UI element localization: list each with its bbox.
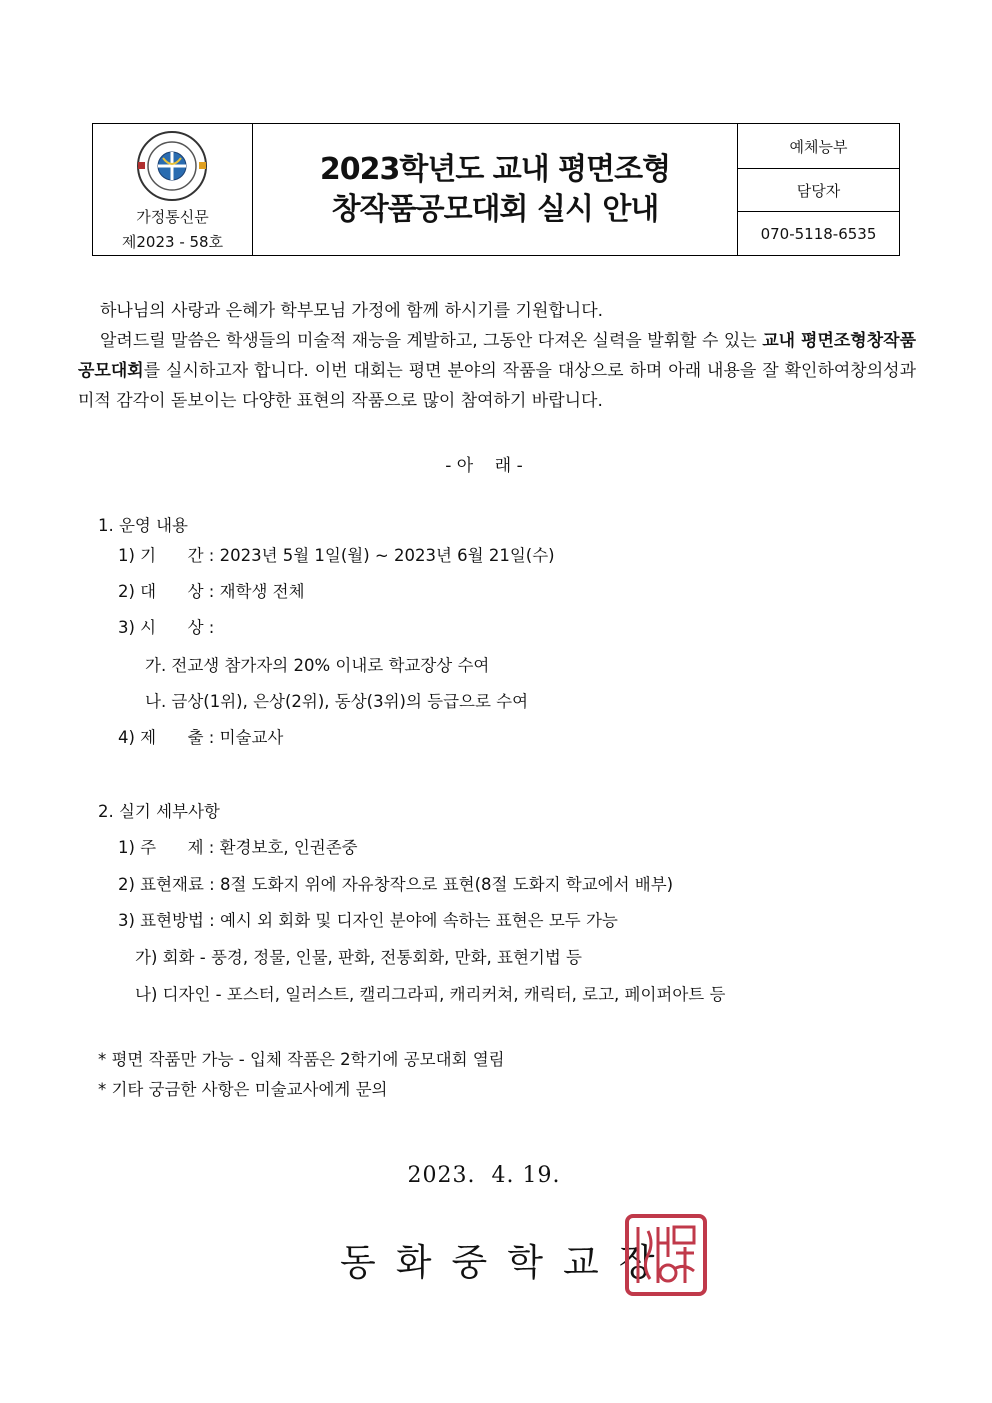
section1-heading: 1. 운영 내용 — [98, 516, 188, 535]
section2-subitem: 가) 회화 - 풍경, 정물, 인물, 판화, 전통회화, 만화, 표현기법 등 — [135, 948, 582, 967]
below-marker: - 아 래 - — [445, 456, 523, 476]
section2-item: 2) 표현재료 : 8절 도화지 위에 자유창작으로 표현(8절 도화지 학교에서 배부) — [118, 875, 674, 894]
issue-date: 2023. 4. 19. — [407, 1163, 561, 1188]
section1-item: 2) 대 상 : 재학생 전체 — [118, 582, 305, 601]
header-left-cell — [93, 124, 253, 255]
official-seal-icon — [624, 1213, 708, 1297]
header-table — [92, 123, 900, 256]
title-line-1: 2023학년도 교내 평면조형 — [319, 151, 671, 187]
section2-heading: 2. 실기 세부사항 — [98, 802, 220, 821]
intro-text-2: 를 실시하고자 합니다. 이번 대회는 평면 분야의 작품을 대상으로 하며 아래 내용을 잘 확인하여창의성과 미적 감각이 돋보이는 다양한 표현의 작품으로 많이 참여하기 바랍니다. — [78, 361, 916, 411]
section2-item: 3) 표현방법 : 예시 외 회화 및 디자인 분야에 속하는 표현은 모두 가능 — [118, 911, 618, 930]
intro-paragraph — [78, 326, 916, 416]
greeting-line: 하나님의 사랑과 은혜가 학부모님 가정에 함께 하시기를 기원합니다. — [100, 301, 604, 321]
contest-name: 교내 평면조형창작품공모대회 — [78, 331, 916, 381]
doc-type: 가정통신문 — [136, 207, 209, 226]
section2-item: 1) 주 제 : 환경보호, 인권존중 — [118, 838, 358, 857]
section2-subitem: 나) 디자인 - 포스터, 일러스트, 캘리그라피, 캐리커쳐, 캐릭터, 로고, 페이퍼아트 등 — [135, 985, 726, 1004]
section1-subitem: 가. 전교생 참가자의 20% 이내로 학교장상 수여 — [145, 656, 490, 675]
doc-number: 제2023 - 58호 — [121, 232, 224, 251]
title-line-2: 창작품공모대회 실시 안내 — [331, 191, 659, 227]
document-title — [253, 124, 737, 255]
section1-subitem: 나. 금상(1위), 은상(2위), 동상(3위)의 등급으로 수여 — [145, 692, 529, 711]
phone-number: 070-5118-6535 — [760, 224, 877, 243]
section1-item: 3) 시 상 : — [118, 618, 215, 637]
note-item: * 기타 궁금한 사항은 미술교사에게 문의 — [98, 1080, 388, 1099]
person-label: 담당자 — [738, 169, 899, 212]
school-logo-icon — [133, 130, 211, 202]
header-right-cell — [737, 124, 899, 255]
intro-text-1: 알려드릴 말씀은 학생들의 미술적 재능을 계발하고, 그동안 다져온 실력을 발휘할 수 있는 — [100, 331, 763, 351]
section1-item: 1) 기 간 : 2023년 5월 1일(월) ~ 2023년 6월 21일(수) — [118, 546, 555, 565]
section1-item: 4) 제 출 : 미술교사 — [118, 728, 284, 747]
department: 예체능부 — [738, 124, 899, 169]
signer-name: 동화중학교장 — [340, 1241, 675, 1284]
note-item: * 평면 작품만 가능 - 입체 작품은 2학기에 공모대회 열림 — [98, 1050, 505, 1069]
